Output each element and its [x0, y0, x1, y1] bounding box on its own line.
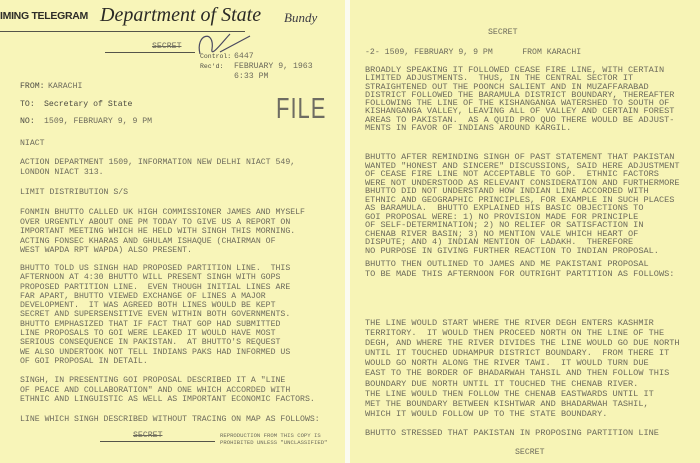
- reproduction-notice: REPRODUCTION FROM THIS COPY IS PROHIBITED UNLESS "UNCLASSIFIED": [220, 432, 328, 446]
- number-value: 1509, FEBRUARY 9, 9 PM: [44, 117, 153, 126]
- handwritten-initials: Bundy: [284, 10, 318, 25]
- paragraph-3: BHUTTO THEN OUTLINED TO JAMES AND ME PAKISTANI PROPOSAL TO BE MADE THIS AFTERNOON FOR OUTRIGHT PARTITION AS FOLLOWS:: [365, 259, 675, 279]
- received-time: 6:33 PM: [234, 72, 269, 81]
- page-header: -2- 1509, FEBRUARY 9, 9 PM FROM KARACHI: [365, 48, 582, 57]
- paragraph-5: BHUTTO STRESSED THAT PAKISTAN IN PROPOSING PARTITION LINE: [365, 428, 659, 438]
- action-line: ACTION DEPARTMENT 1509, INFORMATION NEW DELHI NIACT 549, LONDON NIACT 313.: [20, 158, 296, 177]
- paragraph-4: LINE WHICH SINGH DESCRIBED WITHOUT TRACING ON MAP AS FOLLOWS:: [20, 415, 320, 424]
- file-stamp: FILE: [276, 92, 327, 125]
- footer-classification: SECRET: [133, 431, 163, 440]
- from-label: FROM:: [20, 82, 45, 91]
- niact-line: NIACT: [20, 139, 45, 148]
- classification-top: SECRET: [488, 28, 518, 37]
- paragraph-2: BHUTTO AFTER REMINDING SINGH OF PAST STATEMENT THAT PAKISTAN WANTED "HONEST AND SINCERE" DISCUSSIONS, SAID HERE ADJUSTMENT OF CEASE FIRE LINE NOT ACCEPTABLE TO GOP. ETHNIC FACTORS WERE NOT UNDERSTOOD AS RELEVANT CONSIDERATION AND FURTHERMORE BHUTTO DID NOT UNDERSTAND HOW INDIAN LINE ACCORDED WITH ETHNIC AND GEOGRAPHIC PRINCIPLES, FOR EXAMPLE IN SUCH PLACES AS BARAMULA. BHUTTO EXPLAINED HIS BASIC OBJECTIONS TO GOI PROPOSAL WERE: 1) NO PROVISION MADE FOR PRINCIPLE OF SELF-DETERMINATION; 2) NO RELIEF OR SATISFACTION IN CHENAB RIVER BASIN; 3) NO MENTION VALE WHICH HEART OF DISPUTE; AND 4) INDIAN MENTION OF LADAKH. THEREFORE NO PURPOSE IN GIVING FURTHER REACTION TO INDIAN PROPOSAL.: [365, 152, 680, 256]
- from-value: KARACHI: [48, 82, 83, 91]
- telegram-page-2: [350, 0, 700, 463]
- control-label: Control:: [200, 53, 232, 60]
- classification-rule: [105, 52, 195, 53]
- department-title: Department of State: [100, 4, 262, 26]
- paragraph-1: FONMIN BHUTTO CALLED UK HIGH COMMISSIONER JAMES AND MYSELF OVER URGENTLY ABOUT ONE PM TODAY TO GIVE US A REPORT ON IMPORTANT MEETING WHICH HE HELD WITH SINGH THIS MORNING. ACTING FONSEC KHARAS AND GHULAM ISHAQUE (CHAIRMAN OF WEST WAPDA RPT WAPDA) ALSO PRESENT.: [20, 208, 305, 255]
- classification-stamp: SECRET: [152, 42, 182, 51]
- classification-bottom: SECRET: [515, 448, 545, 457]
- paragraph-3: SINGH, IN PRESENTING GOI PROPOSAL DESCRIBED IT A "LINE OF PEACE AND COLLABORATION" AND ONE WHICH ACCORDED WITH ETHNIC AND LINGUISTIC AS WELL AS IMPORTANT ECONOMIC FACTORS.: [20, 376, 315, 404]
- number-label: NO:: [20, 117, 35, 126]
- received-date: FEBRUARY 9, 1963: [234, 62, 313, 71]
- limit-distribution: LIMIT DISTRIBUTION S/S: [20, 188, 129, 197]
- paragraph-1: BROADLY SPEAKING IT FOLLOWED CEASE FIRE LINE, WITH CERTAIN LIMITED ADJUSTMENTS. THUS, IN THE CENTRAL SECTOR IT STRAIGHTENED OUT THE POONCH SALIENT AND IN MUZAFFARABAD DISTRICT FOLLOWED THE BARAMULA DISTRICT BOUNDARY, THEREAFTER FOLLOWING THE LINE OF THE KISHANGANGA WATERSHED TO SOUTH OF KISHANGANGA VALLEY, LEAVING ALL OF VALLEY AND CERTAIN FOREST AREAS TO PAKISTAN. AS A QUID PRO QUO THERE WOULD BE ADJUST- MENTS IN FAVOR OF INDIANS AROUND KARGIL.: [365, 65, 675, 134]
- paragraph-4: THE LINE WOULD START WHERE THE RIVER DEGH ENTERS KASHMIR TERRITORY. IT WOULD THEN PROCEED NORTH ON THE LINE OF THE DEGH, AND WHERE THE RIVER DIVIDES THE LINE WOULD GO DUE NORTH UNTIL IT TOUCHED UDHAMPUR DISTRICT BOUNDARY. FROM THERE IT WOULD GO NORTH ALONG THE RIVER TAWI. IT WOULD TURN DUE EAST TO THE BORDER OF BHADARWAH TAHSIL AND THEN FOLLOW THIS BOUNDARY DUE NORTH UNTIL IT TOUCHED THE CHENAB RIVER. THE LINE WOULD THEN FOLLOW THE CHENAB EASTWARDS UNTIL IT MET THE BOUNDARY BETWEEN KISHTWAR AND BHADARWAH TASHIL, WHICH IT WOULD FOLLOW UP TO THE STATE BOUNDARY.: [365, 318, 680, 419]
- paragraph-2: BHUTTO TOLD US SINGH HAD PROPOSED PARTITION LINE. THIS AFTERNOON AT 4:30 BHUTTO WILL PRESENT SINGH WITH GOPS PROPOSED PARTITION LINE. EVEN THOUGH INITIAL LINES ARE FAR APART, BHUTTO VIEWED EXCHANGE OF LINES A MAJOR DEVELOPMENT. IT WAS AGREED BOTH LINES WOULD BE KEPT SECRET AND SUPERSENSITIVE EVEN WITHIN BOTH GOVERNMENTS. BHUTTO EMPHASIZED THAT IF FACT THAT GOP HAD SUBMITTED LINE PROPOSALS TO GOI WERE LEAKED IT WOULD HAVE MOST SERIOUS CONSEQUENCE IN PAKISTAN. AT BHUTTO'S REQUEST WE ALSO UNDERTOOK NOT TELL INDIANS PAKS HAD INFORMED US OF GOI PROPOSAL IN DETAIL.: [20, 264, 291, 366]
- to-value: Secretary of State: [44, 100, 133, 109]
- control-value: 6447: [234, 52, 254, 61]
- telegram-page-1: [0, 0, 345, 463]
- telegram-header: IMING TELEGRAM: [0, 10, 88, 22]
- received-label: Rec'd:: [200, 63, 224, 70]
- footer-rule: [100, 441, 215, 442]
- to-label: TO:: [20, 100, 35, 109]
